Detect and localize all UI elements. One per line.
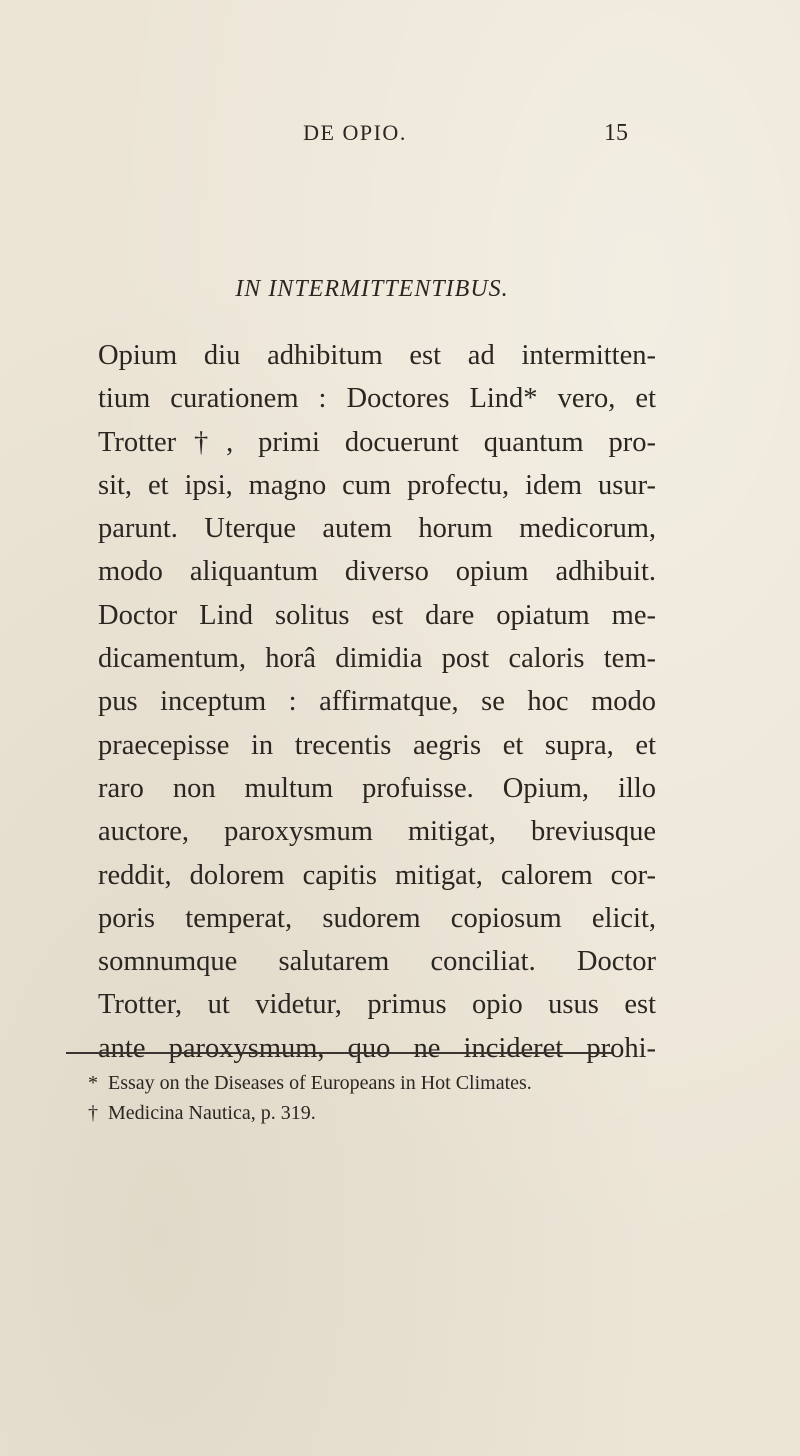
- text-line: ante paroxysmum, quo ne incideret prohi-: [98, 1032, 656, 1064]
- footnote: [88, 1068, 648, 1098]
- footnote-mark: *: [88, 1072, 98, 1094]
- footnote-rule: [66, 1052, 612, 1054]
- text-line: parunt. Uterque autem horum medicorum,: [98, 513, 656, 545]
- text-line: Trotter†, primi docuerunt quantum pro-: [98, 426, 656, 458]
- text-line: somnumque salutarem conciliat. Doctor: [98, 946, 656, 978]
- section-heading-text: IN INTERMITTENTIBUS.: [235, 276, 509, 302]
- text-line: auctore, paroxysmum mitigat, breviusque: [98, 816, 656, 848]
- text-line: poris temperat, sudorem copiosum elicit,: [98, 902, 656, 934]
- text-line: tium curationem : Doctores Lind* vero, et: [98, 383, 656, 415]
- page-number: 15: [604, 120, 628, 146]
- text-line: sit, et ipsi, magno cum profectu, idem usur-: [98, 469, 656, 501]
- footnote: [88, 1098, 648, 1128]
- text-line: praecepisse in trecentis aegris et supra, et: [98, 729, 656, 761]
- text-line: Doctor Lind solitus est dare opiatum me-: [98, 599, 656, 631]
- text-line: Opium diu adhibitum est ad intermitten-: [98, 340, 656, 371]
- section-heading: [0, 276, 800, 303]
- footnote-mark: †: [88, 1102, 98, 1124]
- body-paragraph: [98, 334, 656, 1070]
- text-line: reddit, dolorem capitis mitigat, calorem cor-: [98, 859, 656, 891]
- text-line: modo aliquantum diverso opium adhibuit.: [98, 556, 656, 588]
- footnote-text: Medicina Nautica, p. 319.: [108, 1102, 316, 1124]
- text-line: Trotter, ut videtur, primus opio usus est: [98, 989, 656, 1021]
- text-line: raro non multum profuisse. Opium, illo: [98, 772, 656, 804]
- running-head: [0, 120, 800, 160]
- footnotes: [88, 1068, 648, 1128]
- text-line: dicamentum, horâ dimidia post caloris tem-: [98, 643, 656, 675]
- text-line: pus inceptum : affirmatque, se hoc modo: [98, 686, 656, 718]
- footnote-text: Essay on the Diseases of Europeans in Hot Climates.: [108, 1072, 532, 1094]
- running-title: DE OPIO.: [303, 120, 407, 145]
